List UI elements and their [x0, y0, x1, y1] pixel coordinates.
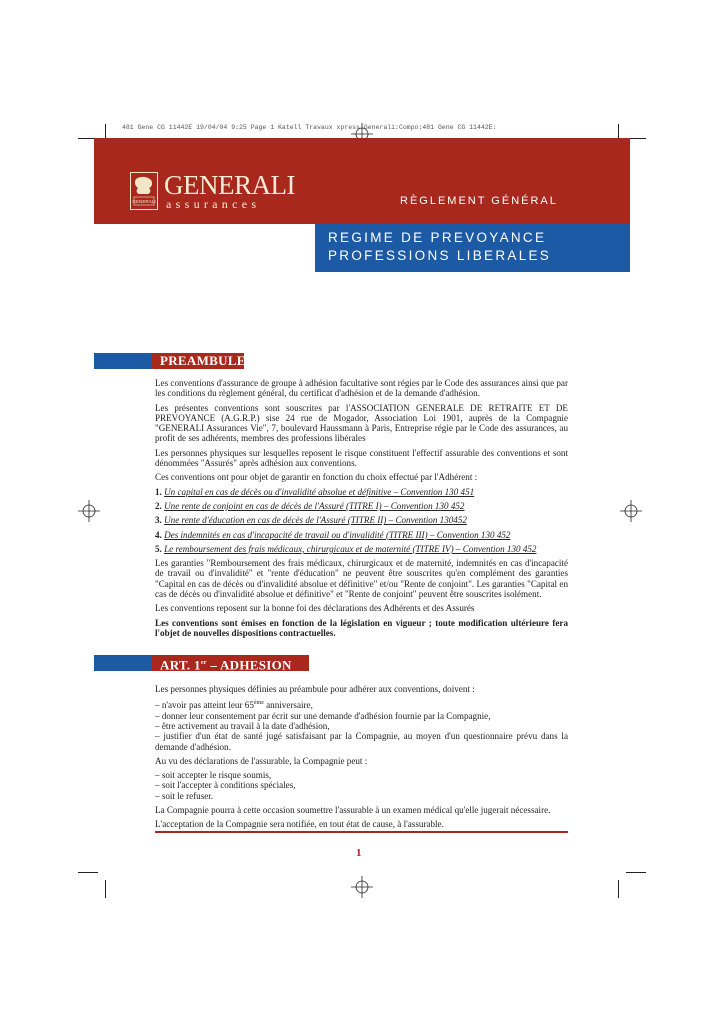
art1-heading	[94, 655, 309, 671]
paragraph: La Compagnie pourra à cette occasion soumettre l'assurable à un examen médical qu'elle jugerait nécessaire.	[155, 805, 551, 815]
art1-heading-label: ART. 1er – ADHESION	[152, 655, 309, 671]
art1-body	[155, 684, 568, 834]
options-list	[155, 770, 568, 801]
list-item: – donner leur consentement par écrit sur une demande d'adhésion fournie par la Compagnie,	[155, 710, 491, 721]
list-item: 4. Des indemnités en cas d'incapacité de travail ou d'invalidité (TITRE III) – Convention 130 452	[155, 529, 511, 540]
footer-rule	[155, 831, 568, 833]
paragraph: Les garanties "Remboursement des frais médicaux, chirurgicaux et de maternité, indemnités en cas d'incapacité de travail ou d'invalidité" et "rente d'éducation" ne peuvent être souscrites qu'en complément des garanties "Capital en cas de décès ou d'invalidité absolue et définitive" et/ou "Rente de conjoint". Les garanties "Capital en cas de décès ou d'invalidité absolue et définitive" et "Rente de conjoint" peuvent être souscrites isolément.	[155, 558, 568, 600]
subtitle-line-1: REGIME DE PREVOYANCE	[328, 230, 547, 245]
list-item: – soit le refuser.	[155, 790, 214, 801]
list-item: 3. Une rente d'éducation en cas de décès de l'Assuré (TITRE II) – Convention 130452	[155, 515, 467, 526]
paragraph: Les conventions reposent sur la bonne foi des déclarations des Adhérents et des Assurés	[155, 603, 475, 614]
paragraph: Les personnes physiques sur lesquelles reposent le risque constituent l'effectif assurable des conventions et sont dénommées "Assurés" après adhésion aux conventions.	[155, 447, 568, 469]
list-item: 1. Un capital en cas de décès ou d'invalidité absolue et définitive – Convention 130 451	[155, 486, 475, 497]
convention-link[interactable]: Un capital en cas de décès ou d'invalidité absolue et définitive – Convention 130 451	[164, 486, 475, 497]
logo-brand: GENERALI	[164, 170, 295, 200]
logo-subtitle: assurances	[166, 197, 261, 211]
list-item: – soit l'accepter à conditions spéciales,	[155, 780, 296, 791]
paragraph: Ces conventions ont pour objet de garantir en fonction du choix effectué par l'Adhérent :	[155, 472, 478, 483]
crop-mark	[78, 872, 98, 873]
convention-link[interactable]: Des indemnités en cas d'incapacité de travail ou d'invalidité (TITRE III) – Convention 130 452	[164, 529, 511, 540]
list-item: – soit accepter le risque soumis,	[155, 770, 272, 781]
list-item: – n'avoir pas atteint leur 65ème anniversaire,	[155, 700, 313, 711]
preamble-heading	[94, 353, 244, 369]
paragraph: Les personnes physiques définies au préambule pour adhérer aux conventions, doivent :	[155, 684, 475, 694]
paragraph: L'acceptation de la Compagnie sera notifiée, en tout état de cause, à l'assurable.	[155, 819, 444, 830]
paragraph: Les présentes conventions sont souscrites par l'ASSOCIATION GENERALE DE RETRAITE ET DE PREVOYANCE (A.G.R.P.) sise 24 rue de Mogador, Association Loi 1901, auprès de la Compagnie "GENERALI Assurances Vie", 7, boulevard Haussmann à Paris, Entreprise régie par le Code des assurances, au profit de ses adhérents, membres des professions libérales	[155, 402, 568, 444]
subtitle-line-2: PROFESSIONS LIBERALES	[328, 248, 552, 263]
crop-mark	[618, 880, 619, 898]
conditions-list	[155, 698, 568, 752]
registration-mark-icon	[620, 500, 642, 522]
list-item: 2. Une rente de conjoint en cas de décès de l'Assuré (TITRE I) – Convention 130 452	[155, 500, 465, 511]
convention-link[interactable]: Le remboursement des frais médicaux, chirurgicaux et de maternité (TITRE IV) – Convention 130 452	[164, 543, 537, 554]
paragraph: Les conventions sont émises en fonction de la législation en vigueur ; toute modification ultérieure fera l'objet de nouvelles dispositions contractuelles.	[155, 617, 568, 638]
heading-blue-bar	[94, 353, 152, 369]
lion-emblem-icon	[130, 172, 158, 210]
paragraph: Au vu des déclarations de l'assurable, la Compagnie peut :	[155, 755, 368, 766]
convention-link[interactable]: Une rente de conjoint en cas de décès de l'Assuré (TITRE I) – Convention 130 452	[164, 500, 465, 511]
emblem-text: GENERALI	[132, 199, 156, 204]
registration-mark-icon	[351, 876, 373, 898]
paragraph: Les conventions d'assurance de groupe à adhésion facultative sont régies par le Code des assurances ainsi que par les conditions du règlement général, du certificat d'adhésion et de la demande d'adhésion.	[155, 378, 568, 399]
printer-slug-line: 481 Gene CG 11442E 19/04/04 9:25 Page 1 Katell Travaux xpress:Generali:Compo:481 Gene CG 11442E:	[122, 124, 497, 131]
list-item: – justifier d'un état de santé jugé satisfaisant par la Compagnie, au moyen d'un questionnaire prévu dans la demande d'adhésion.	[155, 731, 568, 752]
page-number: 1	[356, 847, 362, 859]
preamble-body	[155, 378, 568, 642]
heading-blue-bar	[94, 655, 152, 671]
list-item: 5. Le remboursement des frais médicaux, chirurgicaux et de maternité (TITRE IV) – Convention 130 452	[155, 543, 537, 554]
document-title: RÈGLEMENT GÉNÉRAL	[400, 195, 558, 207]
crop-mark	[626, 872, 646, 873]
crop-mark	[105, 880, 106, 898]
subtitle-band	[315, 224, 630, 272]
preamble-heading-label: PREAMBULE	[152, 353, 244, 369]
convention-link[interactable]: Une rente d'éducation en cas de décès de l'Assuré (TITRE II) – Convention 130452	[164, 515, 467, 526]
generali-logo	[130, 170, 295, 211]
list-item: – être activement au travail à la date d'adhésion,	[155, 720, 330, 731]
registration-mark-icon	[78, 500, 100, 522]
